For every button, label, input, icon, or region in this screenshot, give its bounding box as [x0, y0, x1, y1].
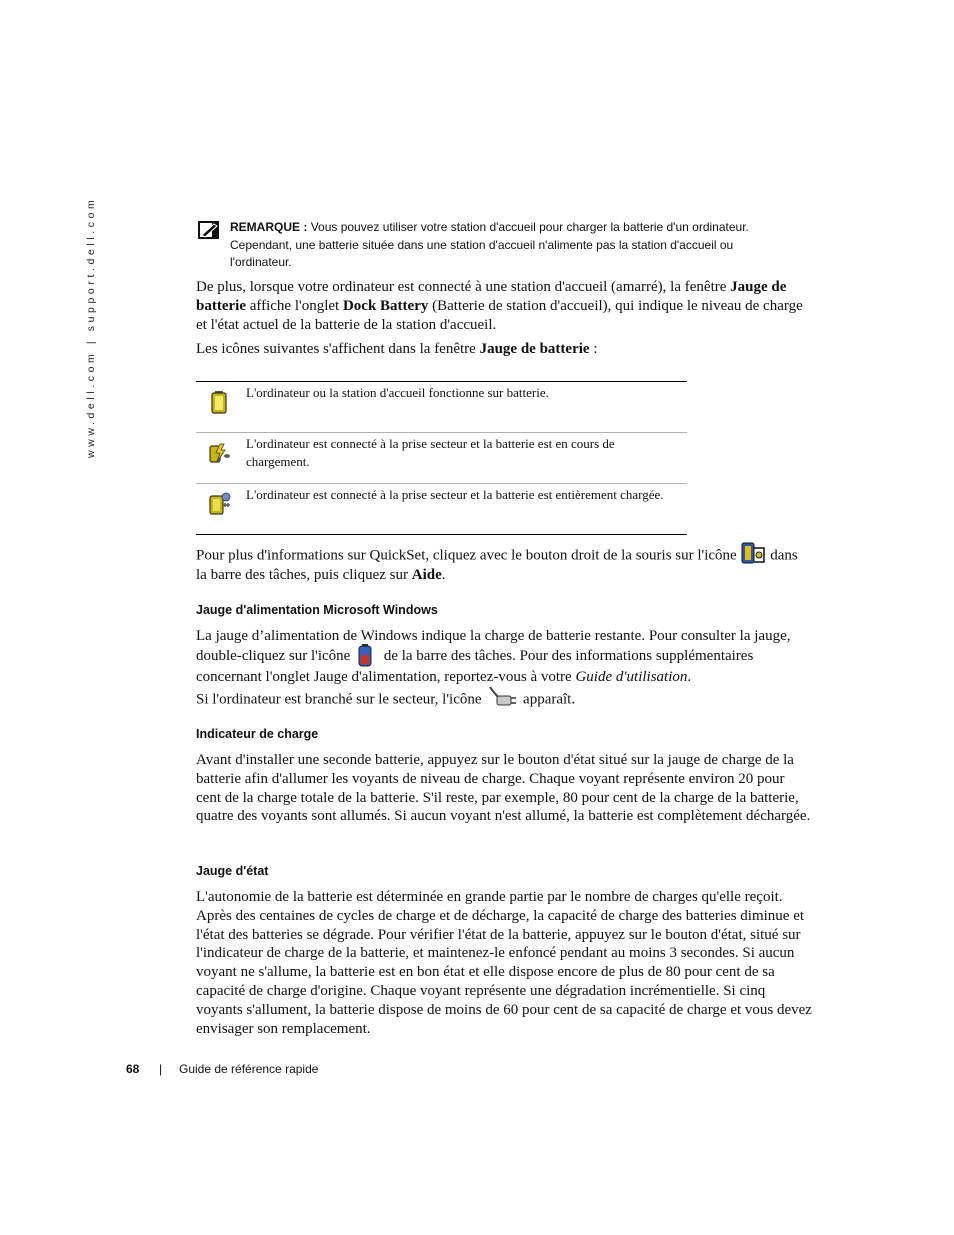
table-row-text: L'ordinateur est connecté à la prise secteur et la batterie est en cours de chargement. — [246, 436, 615, 469]
section1-italic-guide: Guide d'utilisation — [575, 668, 688, 685]
section-heading-windows-meter: Jauge d'alimentation Microsoft Windows — [196, 603, 438, 617]
battery-icon — [206, 389, 232, 415]
paragraph-charge-indicator: Avant d'installer une seconde batterie, appuyez sur le bouton d'état situé sur la jauge de charge de la batterie afin d'allumer les voyants de niveau de charge. Chaque voyant représente environ 20 pour cent de la charge totale de la batterie. S'il reste, par exemple, 80 pour cent de la charge de la batterie, quatre des voyants sont allumés. Si aucun voyant n'est allumé, la batterie est complètement déchargée. — [196, 752, 811, 825]
sidebar-url-text: www.dell.com | support.dell.com — [85, 196, 97, 458]
section1-p2-text1: Si l'ordinateur est branché sur le secteur, l'icône — [196, 691, 486, 708]
page-number: 68 — [126, 1062, 140, 1076]
para2-bold: Jauge de batterie — [479, 341, 590, 357]
para2-text1: Les icônes suivantes s'affichent dans la fenêtre — [196, 341, 480, 357]
footer-separator: | — [159, 1062, 163, 1076]
section1-text1: La jauge d’alimentation de Windows indique la charge de batterie restante. Pour consulter la jauge, double-cliquez sur l'icône — [196, 628, 791, 664]
paragraph-icons-intro — [196, 340, 812, 359]
para1-bold-jauge: Jauge de batterie — [196, 279, 787, 314]
note-line3: l'ordinateur. — [230, 255, 292, 269]
table-row — [196, 382, 687, 432]
table-row-text: L'ordinateur ou la station d'accueil fonctionne sur batterie. — [246, 385, 549, 400]
battery-charged-plug-icon — [206, 491, 232, 517]
note-label: REMARQUE : — [230, 220, 308, 234]
paragraph-ac-icon — [196, 690, 812, 710]
battery-icons-table — [196, 381, 687, 535]
battery-charging-plug-icon — [206, 440, 232, 466]
note-line1: Vous pouvez utiliser votre station d'accueil pour charger la batterie d'un ordinateur. — [310, 220, 749, 234]
paragraph-quickset — [196, 546, 812, 585]
section1-text3: . — [687, 668, 692, 685]
paragraph-dock-battery — [196, 278, 812, 334]
para3-text2: dans la barre des tâches, puis cliquez sur — [196, 547, 798, 583]
para1-text3: (Batterie de station d'accueil), qui indique le niveau de charge et l'état actuel de la batterie de la station d'accueil. — [196, 297, 803, 333]
table-row — [196, 483, 687, 534]
power-meter-battery-icon[interactable] — [356, 643, 374, 667]
section1-text2: de la barre des tâches. Pour des informations supplémentaires concernant l'onglet Jauge d'alimentation, reportez-vous à votre — [196, 648, 754, 685]
table-row — [196, 432, 687, 483]
para1-text2: affiche l'onglet — [245, 297, 343, 314]
page-footer — [126, 1062, 319, 1076]
quickset-icon[interactable] — [740, 540, 766, 566]
section-heading-charge-indicator: Indicateur de charge — [196, 727, 319, 741]
note-line2: Cependant, une batterie située dans une station d'accueil n'alimente pas la station d'accueil ou — [230, 237, 734, 252]
ac-plug-icon[interactable] — [487, 684, 517, 710]
footer-title: Guide de référence rapide — [179, 1062, 319, 1076]
paragraph-windows-meter — [196, 626, 812, 687]
table-row-text: L'ordinateur est connecté à la prise secteur et la batterie est entièrement chargée. — [246, 487, 664, 502]
note-pencil-icon — [198, 221, 219, 239]
para1-text1: De plus, lorsque votre ordinateur est connecté à une station d'accueil (amarré), la fenêtre — [196, 279, 731, 295]
note-block — [198, 219, 798, 272]
paragraph-health-gauge: L'autonomie de la batterie est déterminée en grande partie par le nombre de charges qu'elle reçoit. Après des centaines de cycles de charge et de décharge, la capacité de charge des batteries diminue et l'état des batteries se dégrade. Pour vérifier l'état de la batterie, appuyez sur le bouton d'état, situé sur l'indicateur de charge de la batterie, et maintenez-le enfoncé pendant au moins 3 secondes. Si aucun voyant ne s'allume, la batterie est en bon état et elle dispose encore de plus de 80 pour cent de sa capacité de charge d'origine. Chaque voyant représente une dégradation incrémentielle. Si cinq voyants s'allument, la batterie dispose de moins de 60 pour cent de sa capacité de charge et vous devez envisager son remplacement. — [196, 889, 812, 1037]
sidebar-url — [81, 196, 101, 462]
section-heading-health-gauge: Jauge d'état — [196, 864, 269, 878]
para1-bold-dock: Dock Battery — [342, 297, 429, 314]
para2-text2: : — [589, 341, 598, 357]
para3-text3: . — [441, 567, 446, 583]
section1-p2-text2: apparaît. — [519, 691, 576, 708]
para3-text1: Pour plus d'informations sur QuickSet, cliquez avec le bouton droit de la souris sur l'icône — [196, 547, 741, 564]
para3-bold-aide: Aide — [411, 567, 442, 583]
